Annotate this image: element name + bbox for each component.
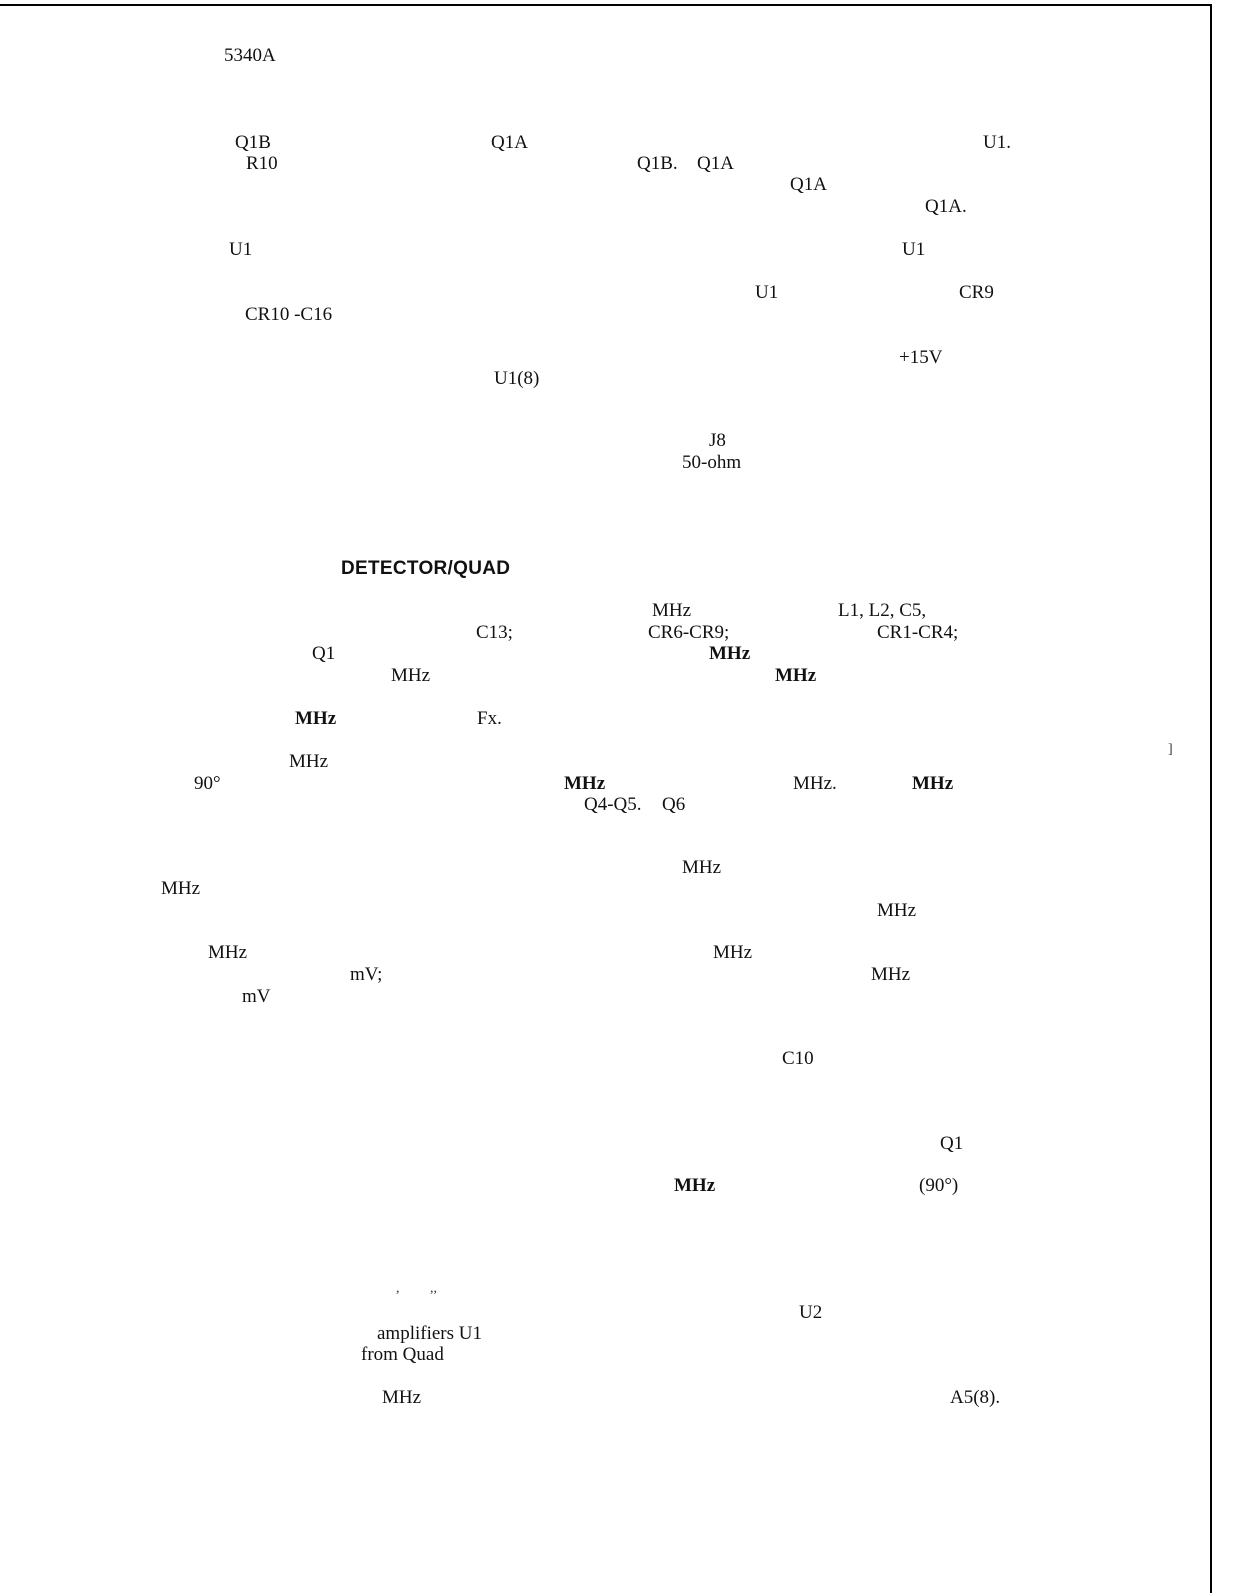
text-fragment: Q1 xyxy=(940,1133,964,1154)
text-fragment: U1 xyxy=(755,282,779,303)
text-fragment: MHz xyxy=(564,773,606,794)
text-fragment: MHz xyxy=(289,751,329,772)
text-fragment: Q1B. xyxy=(637,153,678,174)
text-fragment: Q6 xyxy=(662,794,686,815)
text-fragment: A5(8). xyxy=(950,1387,1001,1408)
text-fragment: U1 xyxy=(229,239,253,260)
scan-artifact: , xyxy=(396,1281,400,1296)
text-fragment: CR6-CR9; xyxy=(648,622,730,643)
text-fragment: from Quad xyxy=(361,1344,444,1365)
text-fragment: amplifiers U1 xyxy=(377,1323,483,1344)
text-fragment: +15V xyxy=(899,347,943,368)
text-fragment: 50-ohm xyxy=(682,452,742,473)
text-fragment: MHz xyxy=(877,900,917,921)
text-fragment: (90°) xyxy=(919,1175,959,1196)
text-fragment: Q1A. xyxy=(925,196,967,217)
section-heading: DETECTOR/QUAD xyxy=(341,558,511,579)
text-fragment: MHz xyxy=(912,773,954,794)
text-fragment: CR9 xyxy=(959,282,994,303)
scan-artifact: ] xyxy=(1168,742,1173,757)
text-fragment: MHz xyxy=(652,600,692,621)
text-fragment: MHz xyxy=(713,942,753,963)
text-fragment: Q4-Q5. xyxy=(584,794,642,815)
text-fragment: CR10 -C16 xyxy=(245,304,333,325)
page-header: 5340A xyxy=(224,45,276,66)
text-fragment: MHz xyxy=(295,708,337,729)
page-border-right xyxy=(1210,4,1212,1593)
text-fragment: MHz xyxy=(709,643,751,664)
text-fragment: MHz xyxy=(208,942,248,963)
text-fragment: MHz xyxy=(682,857,722,878)
text-fragment: 90° xyxy=(194,773,221,794)
text-fragment: MHz xyxy=(871,964,911,985)
text-fragment: MHz xyxy=(382,1387,422,1408)
text-fragment: U1. xyxy=(983,132,1011,153)
text-fragment: CR1-CR4; xyxy=(877,622,959,643)
text-fragment: U2 xyxy=(799,1302,823,1323)
text-fragment: Q1A xyxy=(697,153,734,174)
text-fragment: Q1 xyxy=(312,643,336,664)
text-fragment: U1(8) xyxy=(494,368,540,389)
text-fragment: Q1B xyxy=(235,132,271,153)
text-fragment: MHz xyxy=(775,665,817,686)
page-border-top xyxy=(0,4,1212,6)
text-fragment: MHz xyxy=(391,665,431,686)
text-fragment: U1 xyxy=(902,239,926,260)
text-fragment: Q1A xyxy=(491,132,528,153)
text-fragment: C10 xyxy=(782,1048,814,1069)
text-fragment: C13; xyxy=(476,622,513,643)
text-fragment: R10 xyxy=(246,153,278,174)
text-fragment: mV xyxy=(242,986,271,1007)
text-fragment: MHz xyxy=(674,1175,716,1196)
text-fragment: Fx. xyxy=(477,708,502,729)
text-fragment: J8 xyxy=(709,430,726,451)
text-fragment: Q1A xyxy=(790,174,827,195)
text-fragment: L1, L2, C5, xyxy=(838,600,927,621)
text-fragment: MHz. xyxy=(793,773,837,794)
scan-artifact: ,, xyxy=(430,1281,437,1296)
text-fragment: mV; xyxy=(350,964,383,985)
text-fragment: MHz xyxy=(161,878,201,899)
